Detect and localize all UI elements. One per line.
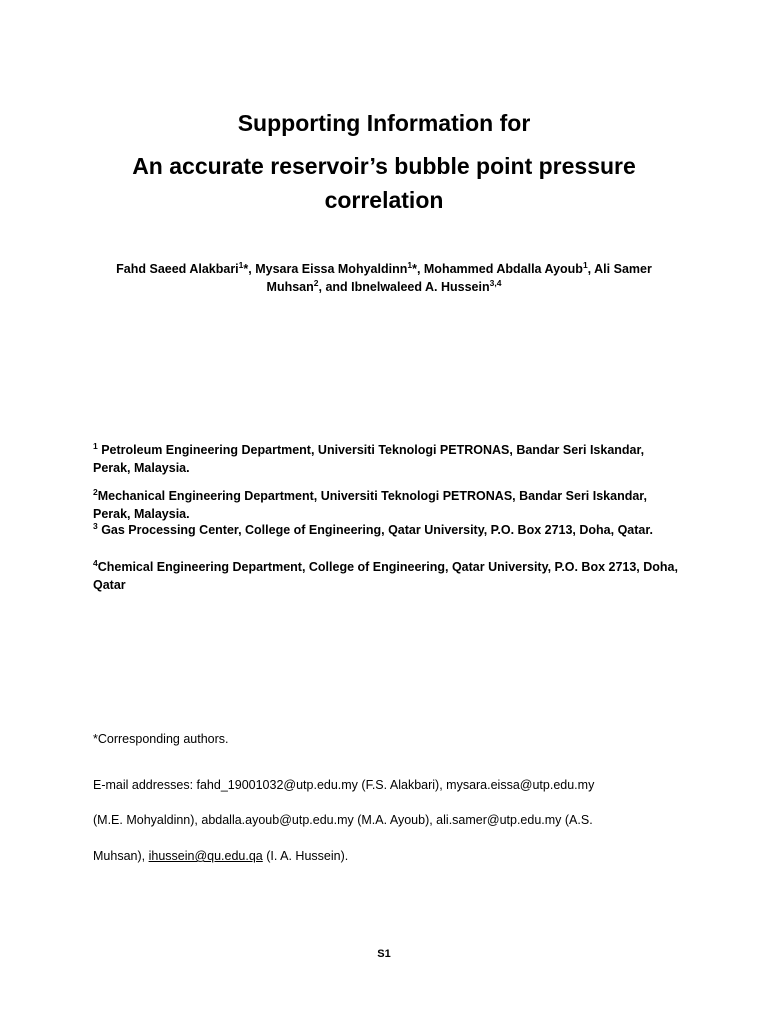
email-line-3-prefix: Muhsan),	[93, 849, 149, 863]
affiliation-2	[93, 487, 683, 523]
paper-title-line-2: correlation	[324, 187, 444, 213]
author-affiliation-sup: 1	[238, 259, 244, 270]
author-affiliation-sup: 3,4	[489, 277, 502, 288]
email-line-1: E-mail addresses: fahd_19001032@utp.edu.my (F.S. Alakbari), mysara.eissa@utp.edu.my	[93, 778, 595, 792]
author-name: Fahd Saeed Alakbari	[116, 262, 239, 276]
author-name: Ali Samer Muhsan	[266, 262, 652, 294]
author-affiliation-sup: 1	[582, 259, 588, 270]
author-name: Mohammed Abdalla Ayoub	[423, 262, 583, 276]
author-affiliation-sup: 1	[407, 259, 413, 270]
email-line-2: (M.E. Mohyaldinn), abdalla.ayoub@utp.edu.my (M.A. Ayoub), ali.samer@utp.edu.my (A.S.	[93, 813, 593, 827]
affiliation-3	[93, 521, 683, 539]
affiliation-text: Chemical Engineering Department, College of Engineering, Qatar University, P.O. Box 2713, Doha, Qatar	[93, 560, 678, 592]
author-separator: ,	[587, 262, 595, 276]
page-number: S1	[377, 948, 391, 960]
affiliation-sup: 2	[93, 486, 98, 497]
author-affiliation-sup: 2	[313, 277, 319, 288]
affiliation-text: Mechanical Engineering Department, Universiti Teknologi PETRONAS, Bandar Seri Iskandar, Perak, Malaysia.	[93, 489, 647, 521]
email-line-3-suffix: (I. A. Hussein).	[262, 849, 349, 863]
author-list	[88, 260, 680, 296]
affiliation-sup: 4	[93, 557, 98, 568]
affiliation-sup: 3	[93, 520, 98, 531]
author-separator: , and	[318, 280, 352, 294]
affiliation-1	[93, 441, 683, 477]
affiliation-sup: 1	[93, 440, 98, 451]
author-name: Mysara Eissa Mohyaldinn	[255, 262, 408, 276]
author-separator: *,	[243, 262, 256, 276]
affiliation-4	[93, 558, 683, 594]
email-link[interactable]: ihussein@qu.edu.qa	[148, 849, 263, 863]
corresponding-authors-note: *Corresponding authors.	[93, 732, 229, 746]
author-name: Ibnelwaleed A. Hussein	[351, 280, 490, 294]
affiliation-text: Gas Processing Center, College of Engineering, Qatar University, P.O. Box 2713, Doha, Qatar.	[97, 523, 654, 537]
author-separator: *,	[412, 262, 424, 276]
affiliation-text: Petroleum Engineering Department, Universiti Teknologi PETRONAS, Bandar Seri Iskandar, Perak, Malaysia.	[93, 443, 645, 475]
supporting-info-heading: Supporting Information for	[237, 110, 531, 136]
email-line-3	[93, 847, 683, 865]
paper-title-line-1: An accurate reservoir’s bubble point pressure	[132, 153, 636, 179]
